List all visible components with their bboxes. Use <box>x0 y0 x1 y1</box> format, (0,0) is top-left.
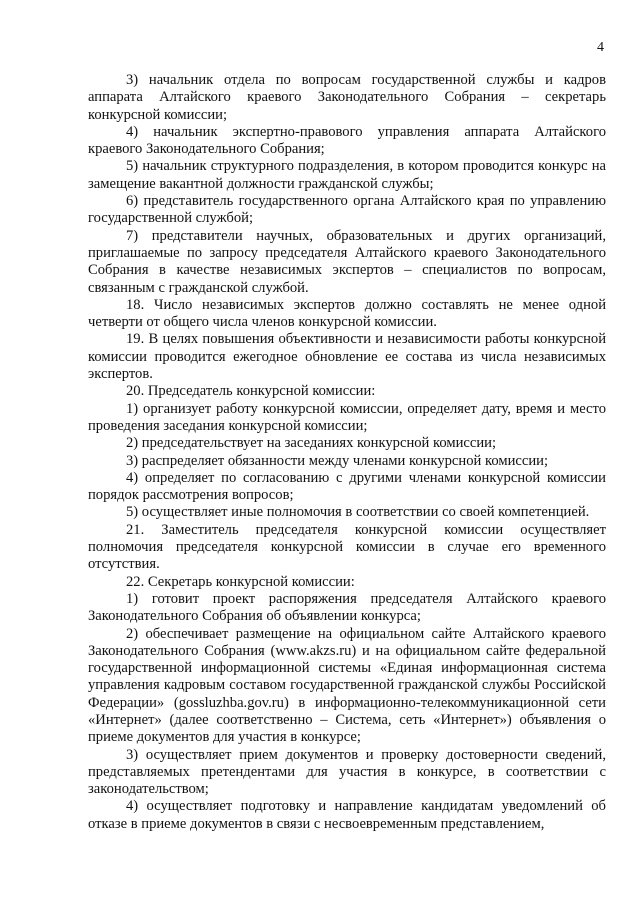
paragraph: 3) начальник отдела по вопросам государственной службы и кадров аппарата Алтайского краевого Законодательного Собрания – секретарь конкурсной комиссии; <box>88 72 606 123</box>
paragraph: 5) осуществляет иные полномочия в соответствии со своей компетенцией. <box>126 504 590 521</box>
paragraph: 1) организует работу конкурсной комиссии, определяет дату, время и место проведения заседания конкурсной комиссии; <box>88 400 606 434</box>
paragraph: 22. Секретарь конкурсной комиссии: <box>126 573 355 590</box>
paragraph: 2) председательствует на заседаниях конкурсной комиссии; <box>126 435 497 452</box>
paragraph: 21. Заместитель председателя конкурсной комиссии осуществляет полномочия председателя конкурсной комиссии в случае его временного отсутствия. <box>88 521 606 573</box>
paragraph: 5) начальник структурного подразделения, в котором проводится конкурс на замещение вакантной должности гражданской службы; <box>88 158 606 192</box>
paragraph: 20. Председатель конкурсной комиссии: <box>126 383 376 400</box>
paragraph: 6) представитель государственного органа Алтайского края по управлению государственной службой; <box>88 193 606 227</box>
paragraph: 7) представители научных, образовательных и других организаций, приглашаемые по запросу председателя Алтайского краевого Законодательного Собрания в качестве независимых экспертов – специалистов по вопросам, связанным с гражданской службой. <box>88 227 606 296</box>
paragraph: 3) распределяет обязанности между членами конкурсной комиссии; <box>126 452 549 469</box>
paragraph: 3) осуществляет прием документов и проверку достоверности сведений, представляемых претендентами для участия в конкурсе, в соответствии с законодательством; <box>88 746 606 798</box>
paragraph: 4) определяет по согласованию с другими членами конкурсной комиссии порядок рассмотрения вопросов; <box>88 469 606 504</box>
paragraph: 1) готовит проект распоряжения председателя Алтайского краевого Законодательного Собрания об объявлении конкурса; <box>88 590 606 625</box>
paragraph: 19. В целях повышения объективности и независимости работы конкурсной комиссии проводится ежегодное обновление ее состава из числа независимых экспертов. <box>88 331 606 383</box>
paragraph: 18. Число независимых экспертов должно составлять не менее одной четверти от общего числа членов конкурсной комиссии. <box>88 296 606 331</box>
paragraph: 4) начальник экспертно-правового управления аппарата Алтайского краевого Законодательного Собрания; <box>88 123 606 158</box>
page-number: 4 <box>597 40 604 55</box>
document-body <box>88 72 606 833</box>
paragraph: 2) обеспечивает размещение на официальном сайте Алтайского краевого Законодательного Собрания (www.akzs.ru) и на официальном сайте федеральной государственной информационной системы «Единая информационная система управления кадровым составом государственной гражданской службы Российской Федерации» (gossluzhba.gov.ru) в информационно-телекоммуникационной сети «Интернет» (далее соответственно – Система, сеть «Интернет») объявления о приеме документов для участия в конкурсе; <box>88 625 606 746</box>
paragraph: 4) осуществляет подготовку и направление кандидатам уведомлений об отказе в приеме документов в связи с несвоевременным представлением, <box>88 798 606 832</box>
